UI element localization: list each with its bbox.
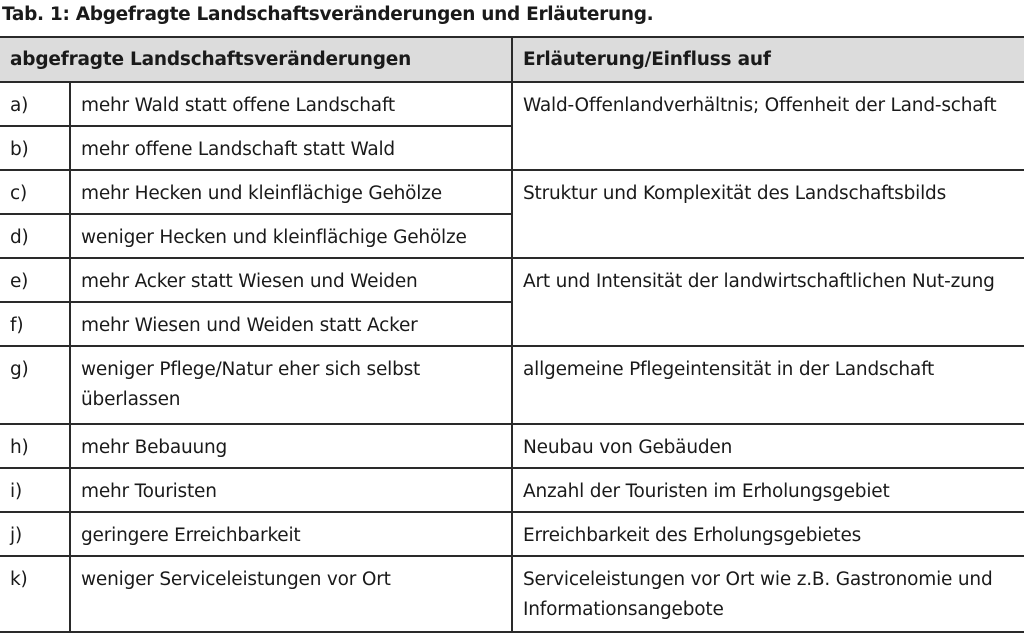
row-explanation: allgemeine Pflegeintensität in der Landschaft xyxy=(512,346,1024,424)
row-change: mehr Hecken und kleinflächige Gehölze xyxy=(70,170,512,214)
table-row xyxy=(0,170,1024,214)
row-change: mehr offene Landschaft statt Wald xyxy=(70,126,512,170)
row-explanation: Erreichbarkeit des Erholungsgebietes xyxy=(512,512,1024,556)
row-explanation: Serviceleistungen vor Ort wie z.B. Gastronomie und Informationsangebote xyxy=(512,556,1024,632)
row-id: e) xyxy=(0,258,70,302)
row-id: a) xyxy=(0,82,70,126)
table-row xyxy=(0,82,1024,126)
row-explanation: Neubau von Gebäuden xyxy=(512,424,1024,468)
row-explanation: Struktur und Komplexität des Landschaftsbilds xyxy=(512,170,1024,258)
table-row xyxy=(0,512,1024,556)
table-row xyxy=(0,556,1024,632)
row-id: c) xyxy=(0,170,70,214)
landscape-changes-table xyxy=(0,36,1024,633)
row-change: mehr Wald statt offene Landschaft xyxy=(70,82,512,126)
table-caption: Tab. 1: Abgefragte Landschaftsveränderungen und Erläuterung. xyxy=(2,4,654,25)
row-id: b) xyxy=(0,126,70,170)
row-change: weniger Serviceleistungen vor Ort xyxy=(70,556,512,632)
table-row xyxy=(0,346,1024,424)
row-id: i) xyxy=(0,468,70,512)
row-change: mehr Acker statt Wiesen und Weiden xyxy=(70,258,512,302)
table-row xyxy=(0,468,1024,512)
table-row xyxy=(0,424,1024,468)
header-changes: abgefragte Landschaftsveränderungen xyxy=(0,37,512,82)
row-change: mehr Wiesen und Weiden statt Acker xyxy=(70,302,512,346)
row-id: j) xyxy=(0,512,70,556)
row-id: d) xyxy=(0,214,70,258)
row-change: weniger Pflege/Natur eher sich selbst überlassen xyxy=(70,346,512,424)
row-id: k) xyxy=(0,556,70,632)
row-change: geringere Erreichbarkeit xyxy=(70,512,512,556)
table-header-row xyxy=(0,37,1024,82)
row-explanation: Anzahl der Touristen im Erholungsgebiet xyxy=(512,468,1024,512)
row-id: h) xyxy=(0,424,70,468)
table-row xyxy=(0,258,1024,302)
row-change: weniger Hecken und kleinflächige Gehölze xyxy=(70,214,512,258)
row-explanation: Art und Intensität der landwirtschaftlichen Nut-zung xyxy=(512,258,1024,346)
row-id: f) xyxy=(0,302,70,346)
row-id: g) xyxy=(0,346,70,424)
row-change: mehr Bebauung xyxy=(70,424,512,468)
row-change: mehr Touristen xyxy=(70,468,512,512)
row-explanation: Wald-Offenlandverhältnis; Offenheit der Land-schaft xyxy=(512,82,1024,170)
header-explanation: Erläuterung/Einfluss auf xyxy=(512,37,1024,82)
